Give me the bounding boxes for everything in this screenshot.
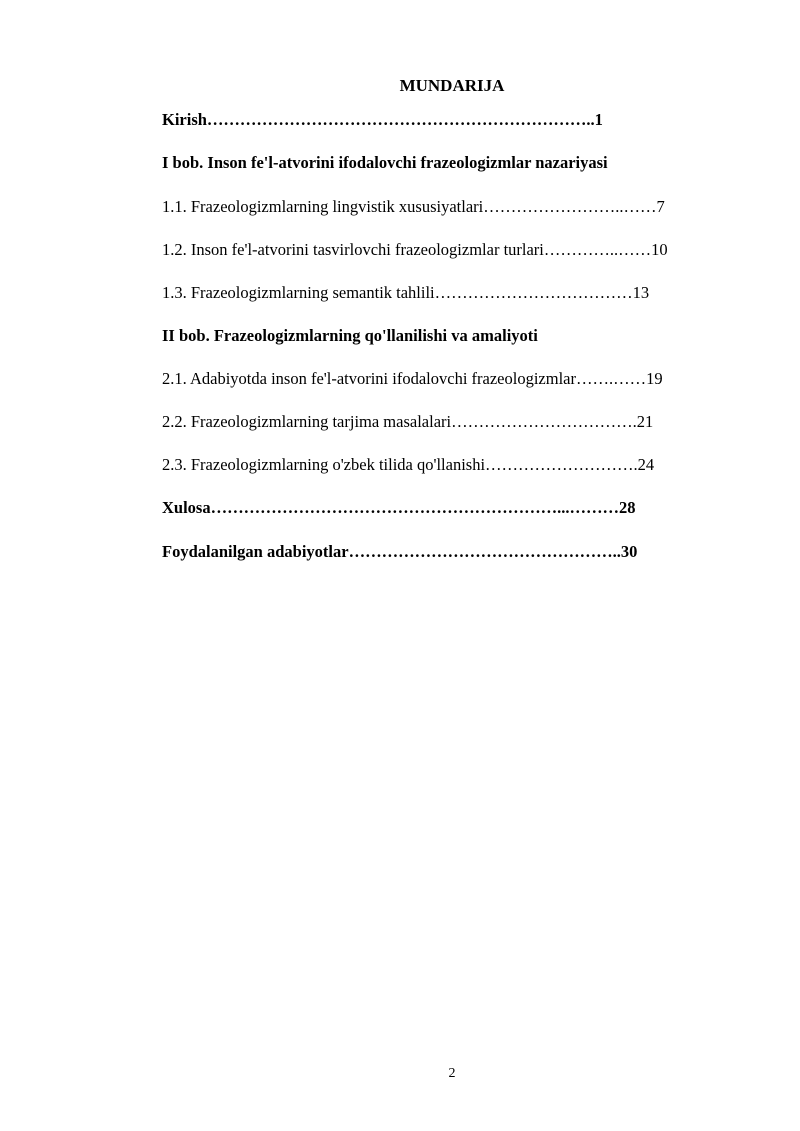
- page-title: MUNDARIJA: [399, 76, 505, 95]
- toc-entry-2-3: 2.3. Frazeologizmlarning o'zbek tilida qo'llanishi……………………….24: [162, 455, 655, 474]
- toc-entry-1-3: 1.3. Frazeologizmlarning semantik tahlili………………………………13: [162, 283, 650, 302]
- toc-entry-introduction: Kirish……………………………………………………………..1: [162, 110, 603, 129]
- toc-chapter-1-heading: I bob. Inson fe'l-atvorini ifodalovchi frazeologizmlar nazariyasi: [162, 153, 608, 172]
- toc-entry-2-2: 2.2. Frazeologizmlarning tarjima masalalari…………………………….21: [162, 412, 654, 431]
- toc-entry-2-1: 2.1. Adabiyotda inson fe'l-atvorini ifodalovchi frazeologizmlar…….……19: [162, 369, 663, 388]
- toc-chapter-2-heading: II bob. Frazeologizmlarning qo'llanilishi va amaliyoti: [162, 326, 538, 345]
- page-number: 2: [448, 1066, 456, 1081]
- toc-entry-conclusion: Xulosa………………………………………………………...………28: [162, 498, 636, 517]
- toc-entry-1-2: 1.2. Inson fe'l-atvorini tasvirlovchi frazeologizmlar turlari…………..……10: [162, 240, 668, 259]
- toc-entry-references: Foydalanilgan adabiyotlar…………………………………………..30: [162, 542, 638, 561]
- toc-entry-1-1: 1.1. Frazeologizmlarning lingvistik xususiyatlari……………………..……7: [162, 197, 665, 216]
